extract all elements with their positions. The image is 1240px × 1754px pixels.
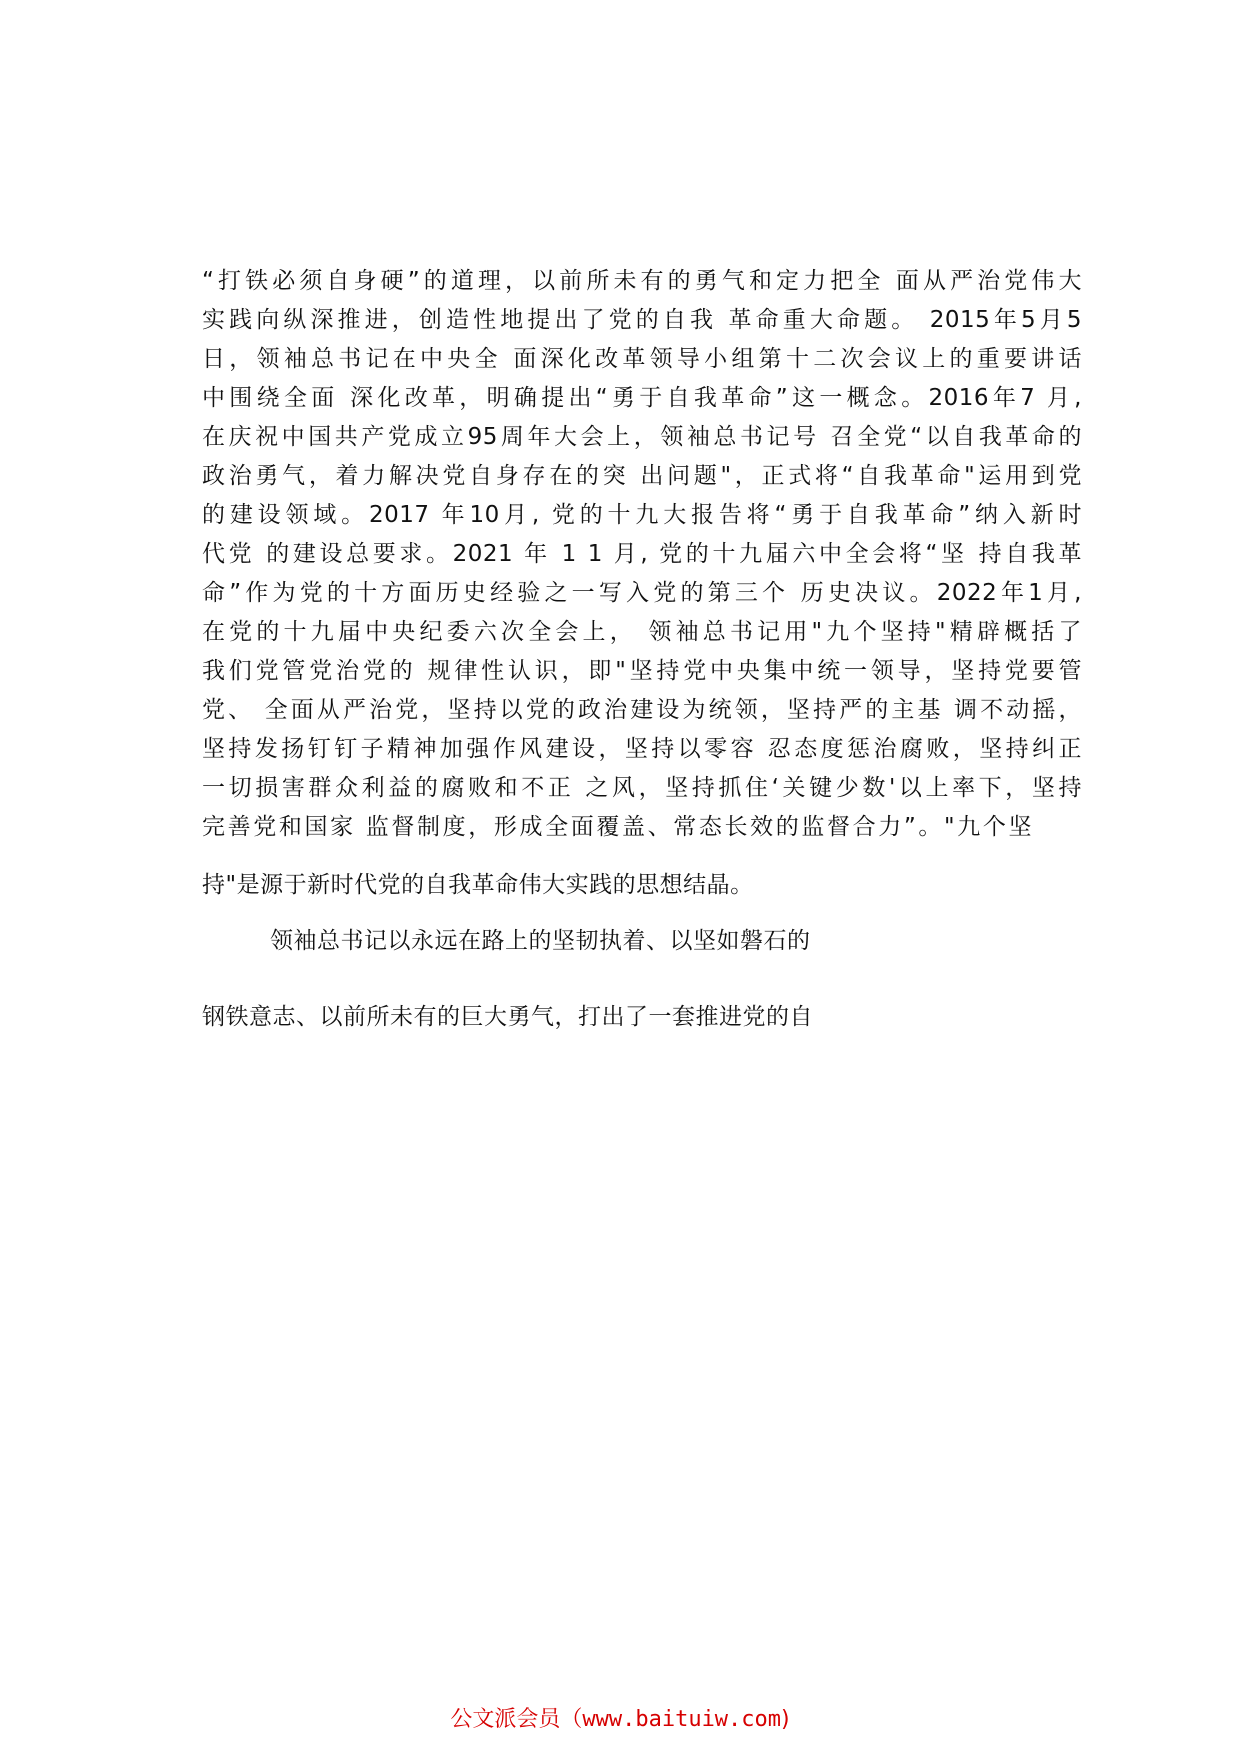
body-line-1: “打铁必须自身硬”的道理，以前所未有的勇气和定力把全 面从严治党伟大 [202, 268, 1082, 294]
body-line-13: 坚持发扬钉钉子精神加强作风建设，坚持以零容 忍态度惩治腐败，坚持纠正 [202, 736, 1082, 762]
indented-paragraph-line: 领袖总书记以永远在路上的坚韧执着、以坚如磐石的 [270, 928, 811, 954]
footer-close: ) [781, 1707, 790, 1732]
body-line-11: 我们党管党治党的 规律性认识，即"坚持党中央集中统一领导，坚持党要管 [202, 658, 1082, 684]
final-line: 钢铁意志、以前所未有的巨大勇气，打出了一套推进党的自 [202, 1004, 813, 1030]
footer-label: 公文派会员（ [450, 1707, 583, 1732]
body-line-12: 党、 全面从严治党，坚持以党的政治建设为统领，坚持严的主基 调不动摇， [202, 697, 1082, 723]
footer-watermark [0, 1706, 1240, 1734]
body-line-3: 日，领袖总书记在中央全 面深化改革领导小组第十二次会议上的重要讲话 [202, 346, 1082, 372]
body-line-4: 中围绕全面 深化改革，明确提出“勇于自我革命”这一概念。2016年7 月, [202, 385, 1082, 411]
body-line-8: 代党 的建设总要求。2021 年 1 1 月, 党的十九届六中全会将“坚 持自我革 [202, 541, 1082, 567]
body-line-9: 命”作为党的十方面历史经验之一写入党的第三个 历史决议。2022年1月, [202, 580, 1082, 606]
body-line-14: 一切损害群众利益的腐败和不正 之风，坚持抓住‘关键少数'以上率下，坚持 [202, 775, 1082, 801]
body-line-10: 在党的十九届中央纪委六次全会上， 领袖总书记用"九个坚持"精辟概括了 [202, 619, 1082, 645]
footer-url[interactable]: www.baituiw.com [582, 1707, 782, 1732]
body-line-2: 实践向纵深推进，创造性地提出了党的自我 革命重大命题。 2015年5月5 [202, 307, 1082, 333]
body-line-16: 持"是源于新时代党的自我革命伟大实践的思想结晶。 [202, 872, 754, 898]
body-line-7: 的建设领域。2017 年10月, 党的十九大报告将“勇于自我革命”纳入新时 [202, 502, 1082, 528]
body-line-6: 政治勇气，着力解决党自身存在的突 出问题"，正式将“自我革命"运用到党 [202, 463, 1082, 489]
body-line-5: 在庆祝中国共产党成立95周年大会上，领袖总书记号 召全党“以自我革命的 [202, 424, 1082, 450]
body-line-15: 完善党和国家 监督制度，形成全面覆盖、常态长效的监督合力”。"九个坚 [202, 814, 1032, 840]
